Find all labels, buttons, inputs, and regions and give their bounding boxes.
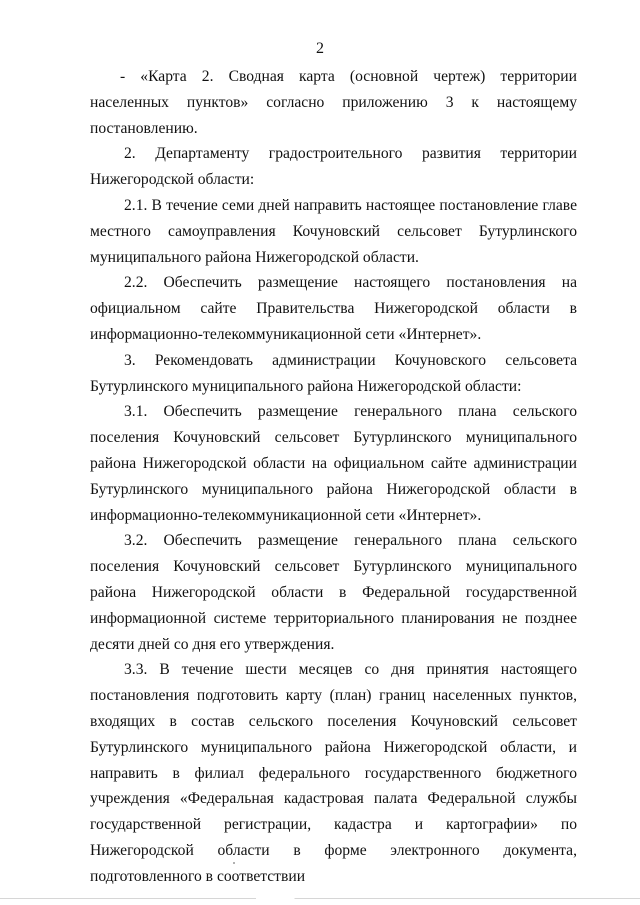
scan-bottom-edge [0, 898, 640, 899]
paragraph-3-1: 3.1. Обеспечить размещение генерального плана сельского поселения Кочуновский сельсовет Бутурлинского муниципального района Нижегородской области на официальном сайте администрации Бутурлинского муниципального района Нижегородской области в информационно-телекоммуникационной сети «Интернет». [90, 403, 577, 524]
paragraph-2-2: 2.2. Обеспечить размещение настоящего постановления на официальном сайте Правительства Нижегородской области в информационно-телекоммуникационной сети «Интернет». [90, 274, 577, 343]
paragraph-3-2: 3.2. Обеспечить размещение генерального плана сельского поселения Кочуновский сельсовет Бутурлинского муниципального района Нижегородской области в Федеральной государственной информационной системе территориального планирования не позднее десяти дней со дня его утверждения. [90, 532, 577, 653]
page-number: 2 [316, 40, 324, 57]
document-body [90, 64, 577, 890]
paragraph-map-2: - «Карта 2. Сводная карта (основной чертеж) территории населенных пунктов» согласно приложению 3 к настоящему постановлению. [90, 68, 577, 137]
paragraph-2-1: 2.1. В течение семи дней направить настоящее постановление главе местного самоуправления Кочуновский сельсовет Бутурлинского муниципального района Нижегородской области. [90, 196, 577, 266]
paragraph-2: 2. Департаменту градостроительного развития территории Нижегородской области: [90, 145, 577, 189]
paragraph-3: 3. Рекомендовать администрации Кочуновского сельсовета Бутурлинского муниципального района Нижегородской области: [90, 351, 577, 395]
paragraph-3-3: 3.3. В течение шести месяцев со дня принятия настоящего постановления подготовить карту (план) границ населенных пунктов, входящих в состав сельского поселения Кочуновский сельсовет Бутурлинского муниципального района Нижегородской области, и направить в филиал федерального государственного бюджетного учреждения «Федеральная кадастровая палата Федеральной службы государственной регистрации, кадастра и картографии» по Нижегородской области в форме электронного документа, подготовленного в соответствии [90, 661, 577, 885]
scan-speck [233, 862, 235, 864]
